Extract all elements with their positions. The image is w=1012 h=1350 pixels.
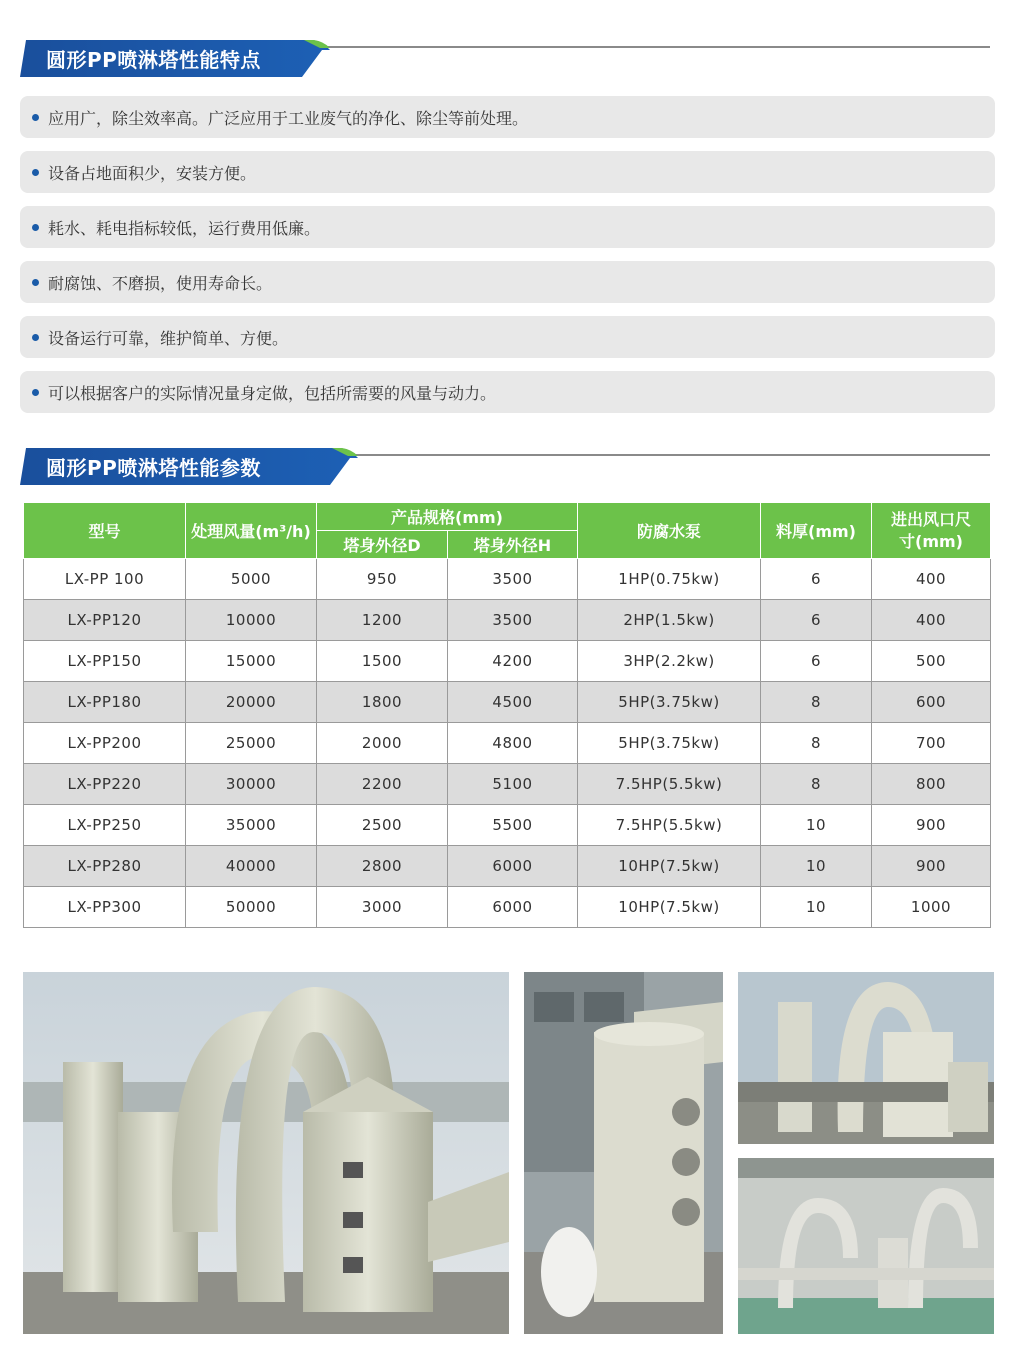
model-cell: LX-PP300 <box>24 887 186 928</box>
port-cell: 500 <box>872 641 991 682</box>
pump-cell: 3HP(2.2kw) <box>578 641 761 682</box>
bullet-icon <box>32 389 39 396</box>
height-cell: 3500 <box>448 600 578 641</box>
divider-line <box>310 454 990 456</box>
height-cell: 6000 <box>448 846 578 887</box>
airflow-cell: 40000 <box>186 846 317 887</box>
pump-cell: 1HP(0.75kw) <box>578 559 761 600</box>
header-diameter: 塔身外径D <box>317 531 448 559</box>
table-row <box>24 887 991 928</box>
table-row <box>24 805 991 846</box>
diameter-cell: 3000 <box>317 887 448 928</box>
model-cell: LX-PP180 <box>24 682 186 723</box>
single-tower-photo <box>524 972 723 1334</box>
feature-item <box>20 371 995 413</box>
model-cell: LX-PP 100 <box>24 559 186 600</box>
feature-item <box>20 261 995 303</box>
table-row <box>24 846 991 887</box>
feature-item <box>20 151 995 193</box>
table-row <box>24 559 991 600</box>
feature-text: 耐腐蚀、不磨损，使用寿命长。 <box>48 273 273 293</box>
thickness-cell: 8 <box>761 764 872 805</box>
height-cell: 4800 <box>448 723 578 764</box>
port-cell: 900 <box>872 846 991 887</box>
section-header-params <box>20 446 990 494</box>
header-spec: 产品规格(mm) <box>317 503 578 531</box>
thickness-cell: 6 <box>761 641 872 682</box>
pump-cell: 5HP(3.75kw) <box>578 723 761 764</box>
pump-cell: 10HP(7.5kw) <box>578 846 761 887</box>
header-thickness: 料厚(mm) <box>761 503 872 559</box>
pump-cell: 2HP(1.5kw) <box>578 600 761 641</box>
thickness-cell: 10 <box>761 805 872 846</box>
port-cell: 400 <box>872 600 991 641</box>
header-airflow: 处理风量(m³/h) <box>186 503 317 559</box>
model-cell: LX-PP150 <box>24 641 186 682</box>
model-cell: LX-PP120 <box>24 600 186 641</box>
section-header-features <box>20 38 990 86</box>
thickness-cell: 6 <box>761 559 872 600</box>
table-row <box>24 641 991 682</box>
airflow-cell: 25000 <box>186 723 317 764</box>
port-cell: 900 <box>872 805 991 846</box>
port-cell: 1000 <box>872 887 991 928</box>
airflow-cell: 15000 <box>186 641 317 682</box>
port-cell: 800 <box>872 764 991 805</box>
diameter-cell: 2000 <box>317 723 448 764</box>
airflow-cell: 50000 <box>186 887 317 928</box>
section-tag <box>20 448 330 484</box>
diameter-cell: 950 <box>317 559 448 600</box>
bullet-icon <box>32 334 39 341</box>
bullet-icon <box>32 114 39 121</box>
airflow-cell: 5000 <box>186 559 317 600</box>
feature-item <box>20 206 995 248</box>
table-row <box>24 600 991 641</box>
spec-table-body <box>24 559 991 928</box>
rooftop-spray-towers-photo <box>23 972 509 1334</box>
bullet-icon <box>32 169 39 176</box>
diameter-cell: 2200 <box>317 764 448 805</box>
table-row <box>24 682 991 723</box>
pump-cell: 7.5HP(5.5kw) <box>578 805 761 846</box>
feature-text: 设备占地面积少，安装方便。 <box>48 163 257 183</box>
section-title: 圆形PP喷淋塔性能特点 <box>46 48 261 72</box>
pump-cell: 5HP(3.75kw) <box>578 682 761 723</box>
feature-text: 可以根据客户的实际情况量身定做，包括所需要的风量与动力。 <box>48 383 497 403</box>
bullet-icon <box>32 224 39 231</box>
tower-group-photo <box>738 972 994 1144</box>
model-cell: LX-PP220 <box>24 764 186 805</box>
header-pump: 防腐水泵 <box>578 503 761 559</box>
port-cell: 400 <box>872 559 991 600</box>
bullet-icon <box>32 279 39 286</box>
header-height: 塔身外径H <box>448 531 578 559</box>
feature-item <box>20 316 995 358</box>
feature-item <box>20 96 995 138</box>
header-port: 进出风口尺寸(mm) <box>872 503 991 559</box>
pump-cell: 10HP(7.5kw) <box>578 887 761 928</box>
diameter-cell: 1500 <box>317 641 448 682</box>
diameter-cell: 1800 <box>317 682 448 723</box>
height-cell: 4500 <box>448 682 578 723</box>
height-cell: 6000 <box>448 887 578 928</box>
pump-cell: 7.5HP(5.5kw) <box>578 764 761 805</box>
thickness-cell: 8 <box>761 723 872 764</box>
model-cell: LX-PP250 <box>24 805 186 846</box>
feature-text: 应用广，除尘效率高。广泛应用于工业废气的净化、除尘等前处理。 <box>48 108 529 128</box>
feature-list <box>20 96 995 426</box>
thickness-cell: 8 <box>761 682 872 723</box>
airflow-cell: 20000 <box>186 682 317 723</box>
spec-table <box>23 502 991 928</box>
port-cell: 600 <box>872 682 991 723</box>
section-tag <box>20 40 330 76</box>
diameter-cell: 2800 <box>317 846 448 887</box>
thickness-cell: 10 <box>761 846 872 887</box>
feature-text: 设备运行可靠，维护简单、方便。 <box>48 328 289 348</box>
model-cell: LX-PP280 <box>24 846 186 887</box>
divider-line <box>310 46 990 48</box>
section-title: 圆形PP喷淋塔性能参数 <box>46 456 261 480</box>
table-row <box>24 723 991 764</box>
header-model: 型号 <box>24 503 186 559</box>
airflow-cell: 35000 <box>186 805 317 846</box>
airflow-cell: 30000 <box>186 764 317 805</box>
diameter-cell: 1200 <box>317 600 448 641</box>
thickness-cell: 10 <box>761 887 872 928</box>
height-cell: 5100 <box>448 764 578 805</box>
indoor-pipeline-photo <box>738 1158 994 1334</box>
photo-gallery <box>0 968 1012 1333</box>
height-cell: 5500 <box>448 805 578 846</box>
height-cell: 4200 <box>448 641 578 682</box>
airflow-cell: 10000 <box>186 600 317 641</box>
model-cell: LX-PP200 <box>24 723 186 764</box>
thickness-cell: 6 <box>761 600 872 641</box>
diameter-cell: 2500 <box>317 805 448 846</box>
port-cell: 700 <box>872 723 991 764</box>
feature-text: 耗水、耗电指标较低，运行费用低廉。 <box>48 218 321 238</box>
table-row <box>24 764 991 805</box>
height-cell: 3500 <box>448 559 578 600</box>
